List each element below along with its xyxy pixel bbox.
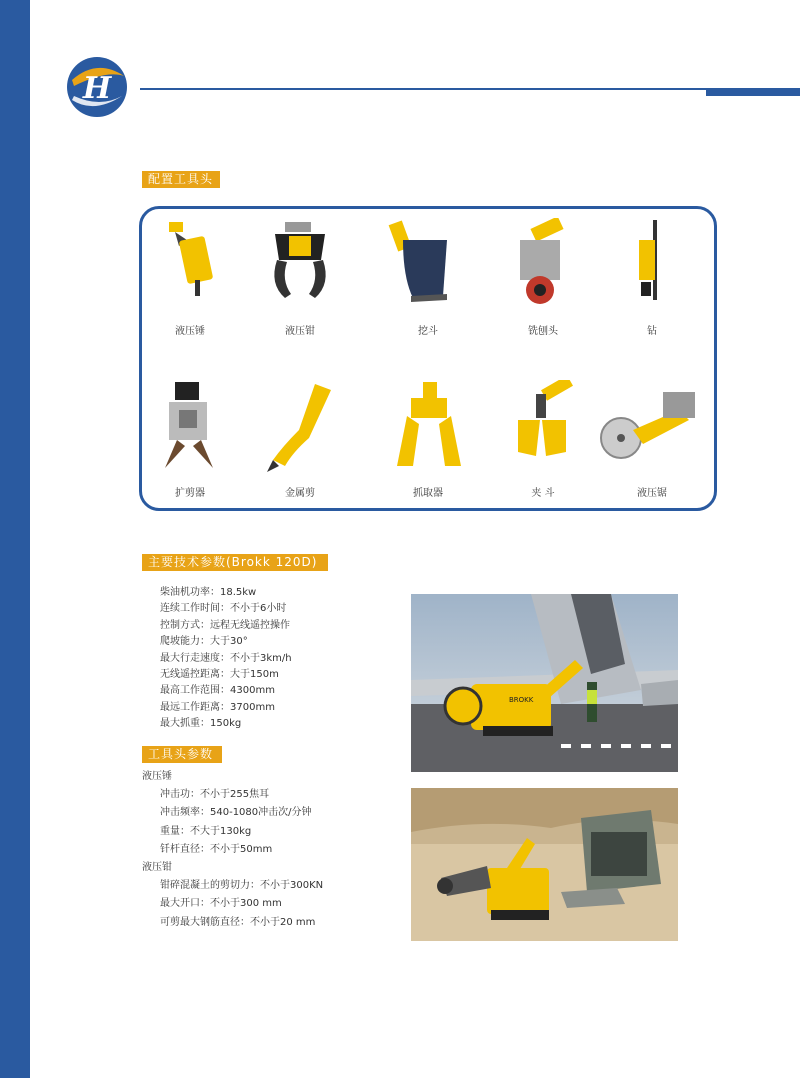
tool-label: 液压锯	[637, 488, 667, 499]
clamshell-bucket-image	[488, 380, 598, 480]
field-operation-photo	[411, 788, 678, 941]
tool-label: 挖斗	[418, 326, 438, 337]
hydraulic-saw-image	[597, 380, 707, 480]
tool-params-section-title: 工具头参数	[142, 746, 222, 763]
spec-line: 最大行走速度：不小于3km/h	[160, 652, 292, 664]
spec-line: 最高工作范围：4300mm	[160, 685, 275, 697]
tool-drill	[597, 218, 707, 348]
hydraulic-crusher-image	[245, 218, 355, 318]
tool-param-item: 钎杆直径：不小于50mm	[160, 843, 273, 855]
logo-letter: H	[82, 71, 112, 106]
spec-line: 最大抓重：150kg	[160, 718, 242, 730]
tools-section-title: 配置工具头	[142, 171, 220, 188]
excavator-bucket-image	[373, 218, 483, 318]
company-logo	[66, 56, 128, 118]
tool-spreader	[135, 380, 245, 510]
tool-label: 铣刨头	[528, 326, 558, 337]
tool-param-item: 最大开口：不小于300 mm	[160, 898, 282, 910]
tool-params-category: 液压钳	[142, 862, 172, 874]
drill-image	[597, 218, 707, 318]
specs-section-title: 主要技术参数(Brokk 120D)	[142, 554, 328, 571]
tool-label: 液压钳	[285, 326, 315, 337]
spec-line: 爬坡能力：大于30°	[160, 636, 248, 648]
tool-grabber	[373, 380, 483, 510]
main-specs-list	[160, 585, 292, 733]
aircraft-loading-photo	[411, 594, 678, 772]
tool-hydraulic-hammer	[135, 218, 245, 348]
grabber-image	[373, 380, 483, 480]
tool-label: 钻	[647, 326, 657, 337]
tool-label: 扩剪器	[175, 488, 205, 499]
header-rule	[140, 88, 800, 90]
tool-clamshell-bucket	[488, 380, 598, 510]
milling-head-image	[488, 218, 598, 318]
tool-param-item: 重量：不大于130kg	[160, 825, 252, 837]
spec-line: 控制方式：远程无线遥控操作	[160, 619, 290, 631]
tool-label: 液压锤	[175, 326, 205, 337]
tool-label: 抓取器	[413, 488, 443, 499]
tool-param-item: 冲击功：不小于255焦耳	[160, 789, 270, 801]
tool-param-item: 冲击频率：540-1080冲击次/分钟	[160, 807, 312, 819]
spec-line: 柴油机功率：18.5kw	[160, 587, 257, 598]
machine-brand-label: BROKK	[509, 696, 534, 704]
tool-excavator-bucket	[373, 218, 483, 348]
side-color-bar	[0, 0, 30, 1078]
tool-params-list	[142, 768, 323, 932]
tool-hydraulic-saw	[597, 380, 707, 510]
tool-params-category: 液压锤	[142, 771, 172, 782]
hydraulic-hammer-image	[135, 218, 245, 318]
tool-param-item: 可剪最大钢筋直径：不小于20 mm	[160, 916, 316, 928]
spreader-image	[135, 380, 245, 480]
spec-line: 最远工作距离：3700mm	[160, 701, 275, 713]
tool-milling-head	[488, 218, 598, 348]
tool-param-item: 钳碎混凝土的剪切力：不小于300KN	[160, 880, 324, 892]
spec-line: 无线遥控距离：大于150m	[160, 669, 279, 681]
tool-label: 夹 斗	[531, 488, 555, 499]
tool-label: 金属剪	[285, 488, 315, 499]
header-rule-accent	[706, 88, 800, 96]
tool-metal-shear	[245, 380, 355, 510]
tool-hydraulic-crusher	[245, 218, 355, 348]
metal-shear-image	[245, 380, 355, 480]
spec-line: 连续工作时间：不小于6小时	[160, 603, 287, 615]
